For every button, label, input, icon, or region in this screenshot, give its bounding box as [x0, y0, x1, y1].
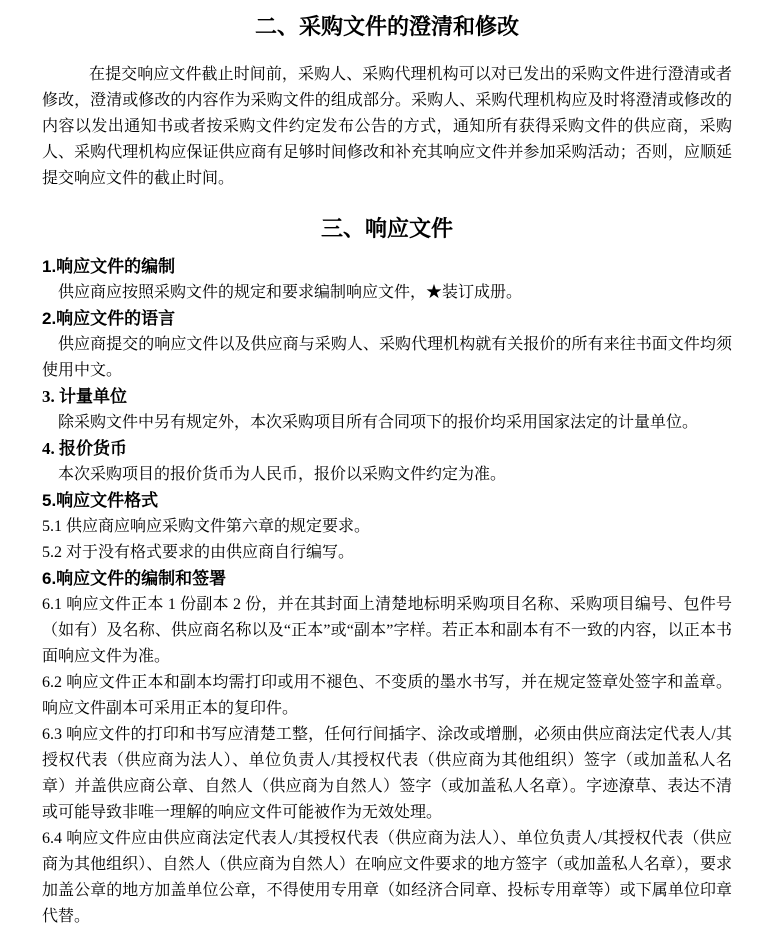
clause-paragraph: 6.1 响应文件正本 1 份副本 2 份，并在其封面上清楚地标明采购项目名称、采购项目编号、包件号（如有）及名称、供应商名称以及“正本”或“副本”字样。若正本和副本有不一致的内容，以正本书面响应文件为准。 [42, 596, 732, 665]
clause-paragraph: 除采购文件中另有规定外，本次采购项目所有合同项下的报价均采用国家法定的计量单位。 [58, 414, 699, 431]
clause-paragraph: 供应商提交的响应文件以及供应商与采购人、采购代理机构就有关报价的所有来往书面文件均须使用中文。 [42, 336, 732, 379]
clause-paragraph: 6.4 响应文件应由供应商法定代表人/其授权代表（供应商为法人）、单位负责人/其授权代表（供应商为其他组织）、自然人（供应商为自然人）在响应文件要求的地方签字（或加盖私人名章），要求加盖公章的地方加盖单位公章，不得使用专用章（如经济合同章、投标专用章等）或下属单位印章代替。 [42, 830, 732, 925]
clause-paragraph: 5.2 对于没有格式要求的由供应商自行编写。 [42, 544, 355, 561]
clause-heading: 1.响应文件的编制 [42, 257, 176, 276]
clarification-paragraph: 在提交响应文件截止时间前，采购人、采购代理机构可以对已发出的采购文件进行澄清或者修改，澄清或修改的内容作为采购文件的组成部分。采购人、采购代理机构应及时将澄清或修改的内容以发出通知书或者按采购文件约定发布公告的方式，通知所有获得采购文件的供应商，采购人、采购代理机构应保证供应商有足够时间修改和补充其响应文件并参加采购活动；否则，应顺延提交响应文件的截止时间。 [42, 66, 732, 187]
section3-items [42, 254, 732, 930]
chapter-title-clarification: 二、采购文件的澄清和修改 [254, 14, 519, 39]
clause-paragraph: 供应商应按照采购文件的规定和要求编制响应文件，★装订成册。 [58, 284, 523, 301]
clause-heading: 5.响应文件格式 [42, 491, 159, 510]
clause-paragraph: 6.2 响应文件正本和副本均需打印或用不褪色、不变质的墨水书写，并在规定签章处签字和盖章。响应文件副本可采用正本的复印件。 [42, 674, 732, 717]
clause-heading: 6.响应文件的编制和签署 [42, 569, 227, 588]
clause-heading: 4. 报价货币 [42, 439, 127, 458]
chapter-title-response-documents: 三、响应文件 [320, 216, 453, 241]
clause-paragraph: 本次采购项目的报价货币为人民币，报价以采购文件约定为准。 [58, 466, 507, 483]
clause-heading: 3. 计量单位 [42, 387, 127, 406]
clause-paragraph: 6.3 响应文件的打印和书写应清楚工整，任何行间插字、涂改或增删，必须由供应商法定代表人/其授权代表（供应商为法人）、单位负责人/其授权代表（供应商为其他组织）签字（或加盖私人名章）并盖供应商公章、自然人（供应商为自然人）签字（或加盖私人名章）。字迹潦草、表达不清或可能导致非唯一理解的响应文件可能被作为无效处理。 [42, 726, 732, 821]
clause-paragraph: 5.1 供应商应响应采购文件第六章的规定要求。 [42, 518, 371, 535]
clause-heading: 2.响应文件的语言 [42, 309, 176, 328]
